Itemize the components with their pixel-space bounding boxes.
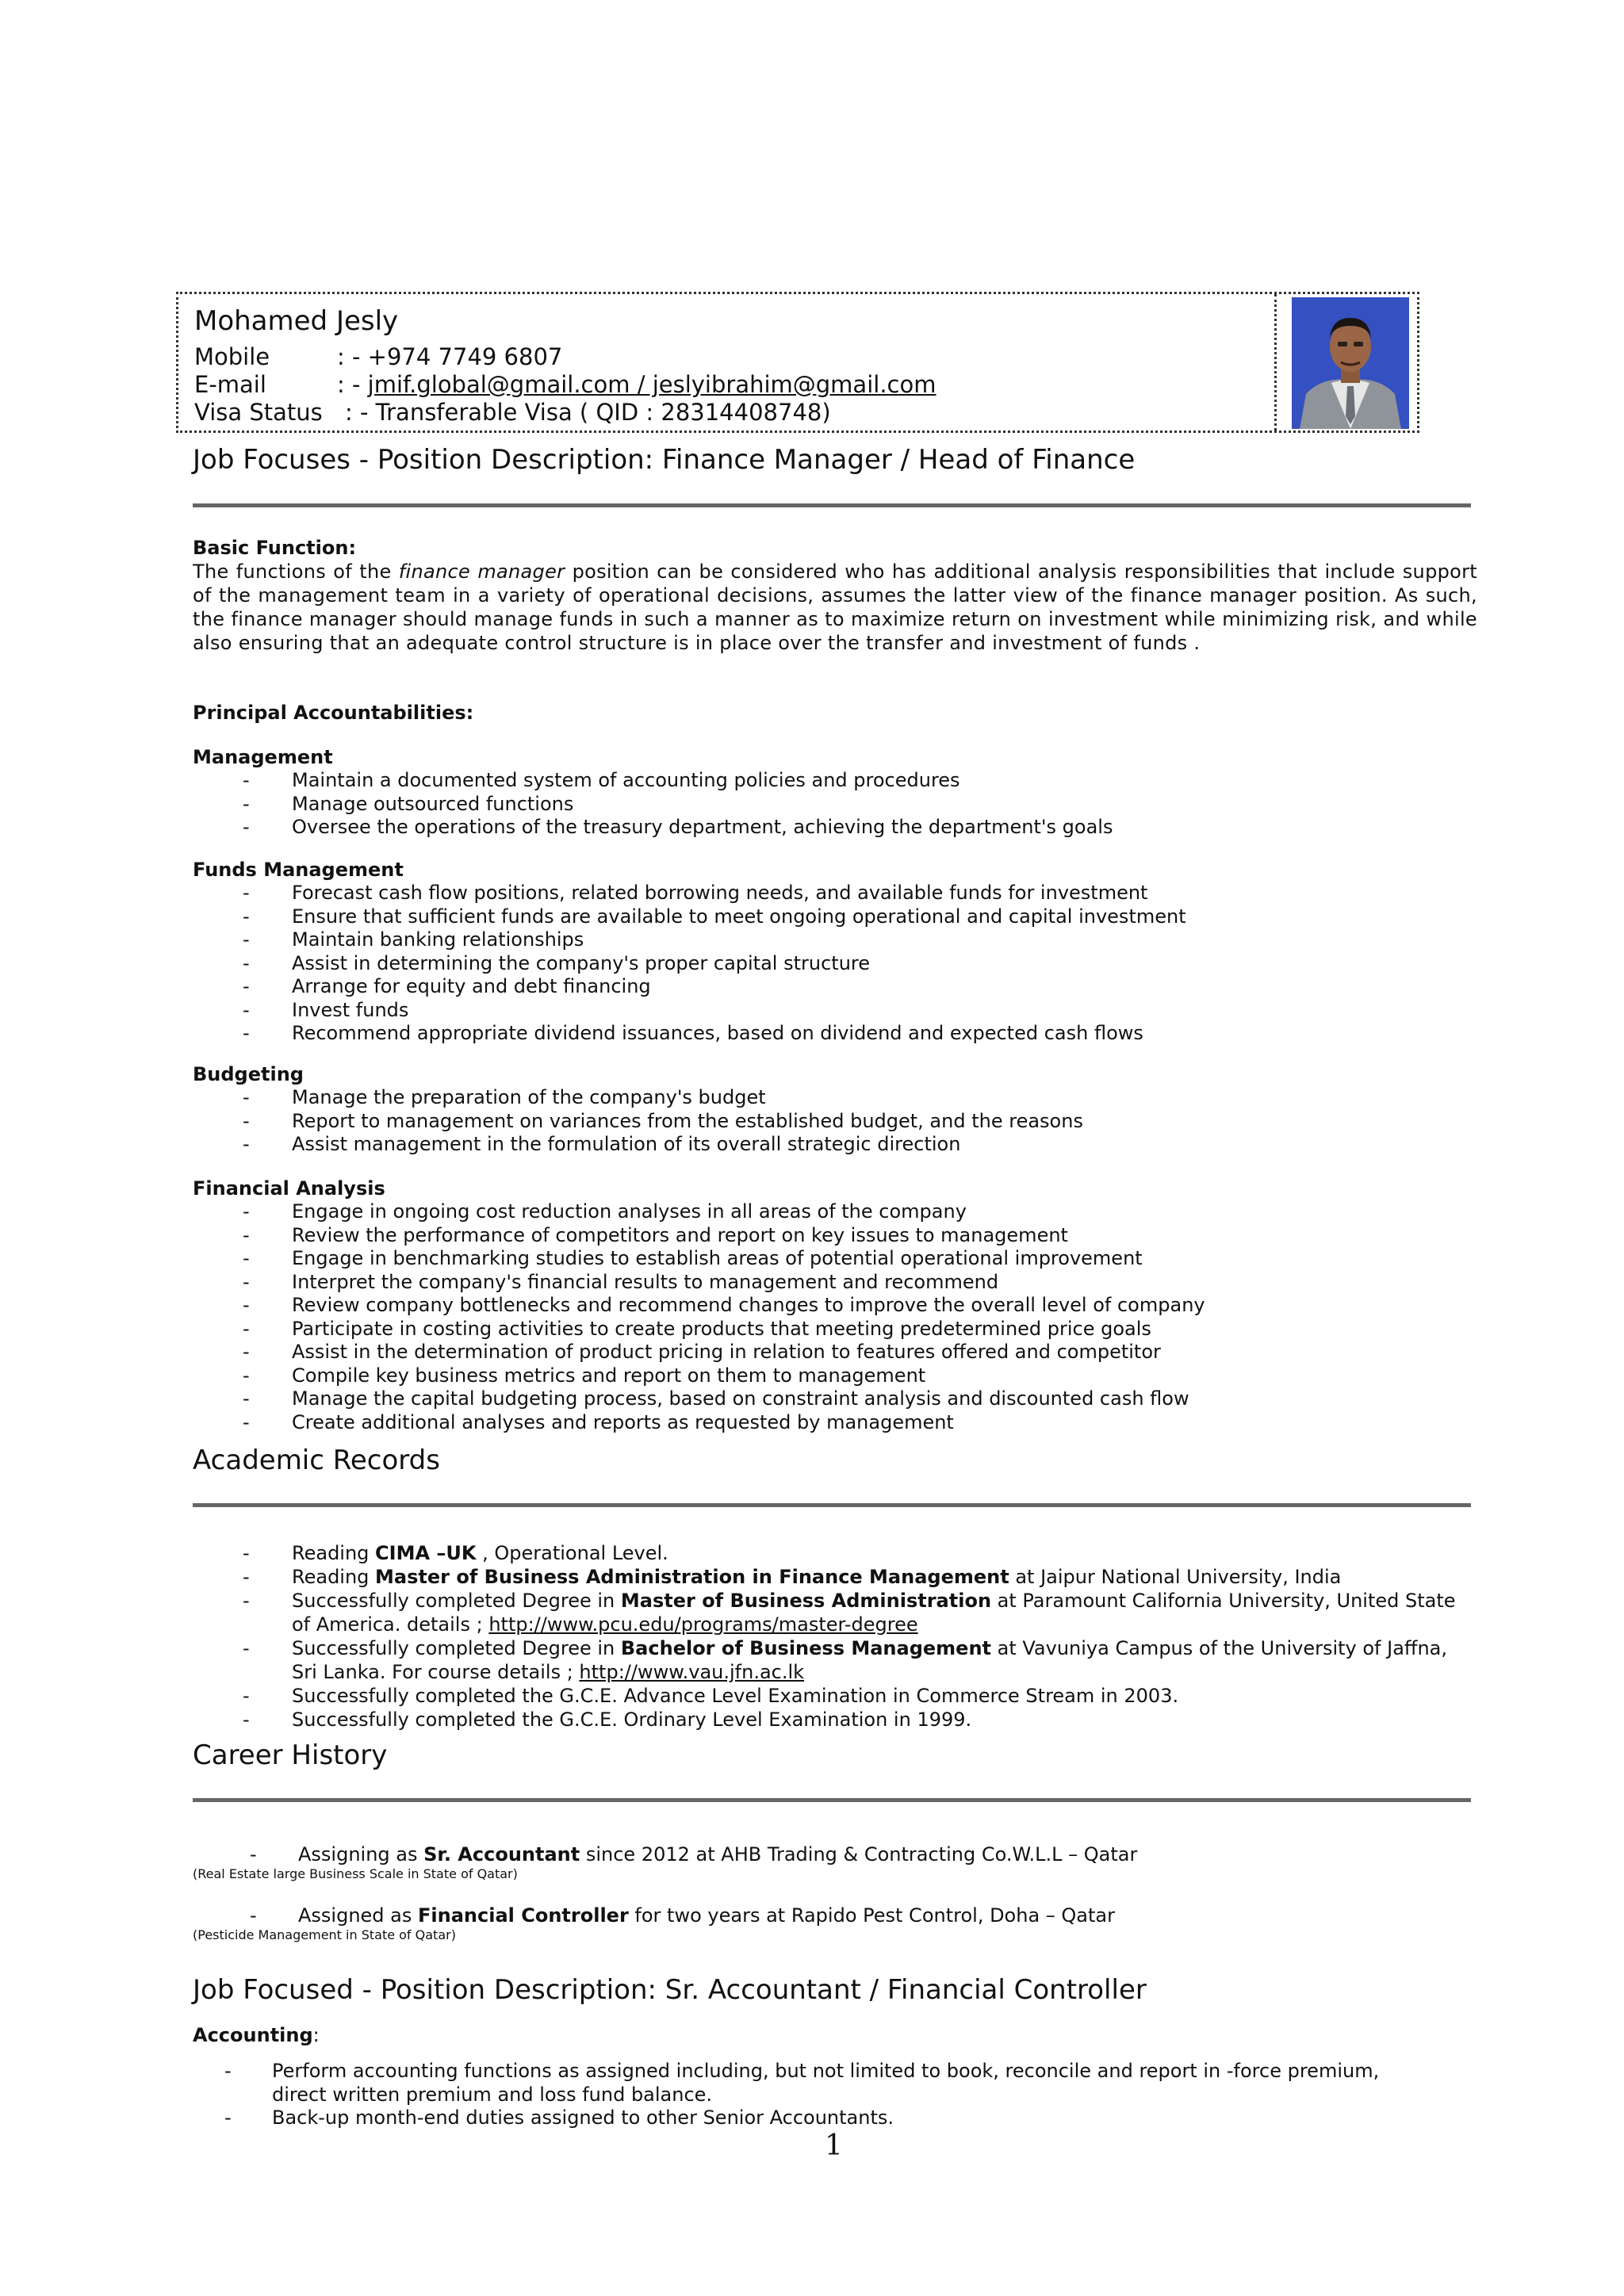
text: Reading	[292, 1542, 376, 1564]
mobile-label: Mobile	[194, 343, 270, 370]
dash: -	[243, 769, 250, 791]
career-section	[193, 1843, 1477, 1942]
dash: -	[250, 1904, 257, 1927]
list-item	[193, 928, 1477, 952]
list-item	[193, 1341, 1477, 1364]
list-item	[193, 1086, 1477, 1110]
management-list	[193, 769, 1477, 840]
accounting-list	[193, 2060, 1430, 2130]
dash: -	[243, 1294, 250, 1316]
job-focus-2-title: Job Focused - Position Description: Sr. Accountant / Financial Controller	[193, 1974, 1147, 2006]
list-item	[193, 1387, 1477, 1411]
email-label: E-mail	[194, 371, 266, 398]
accountabilities-heading: Principal Accountabilities:	[193, 702, 474, 724]
funds-heading: Funds Management	[193, 859, 404, 881]
career-list	[193, 1843, 1477, 1866]
dash: -	[243, 1022, 250, 1044]
list-item	[193, 1022, 1477, 1046]
list-item-text: Review the performance of competitors and report on key issues to management	[292, 1223, 1068, 1246]
dash: -	[243, 1086, 250, 1108]
list-item	[193, 1364, 1477, 1388]
dash: -	[243, 1410, 250, 1433]
list-item-text: Compile key business metrics and report on them to management	[292, 1364, 926, 1387]
dash: -	[243, 1133, 250, 1155]
dash: -	[243, 1223, 250, 1246]
list-item	[193, 882, 1477, 905]
contact-info	[194, 304, 1265, 427]
dash: -	[243, 1109, 250, 1132]
list-item	[193, 1565, 1477, 1589]
visa-line	[194, 399, 1265, 427]
list-item-text: Manage outsourced functions	[292, 792, 574, 815]
section-divider	[193, 503, 1471, 507]
dash: -	[243, 792, 250, 815]
dash: -	[243, 816, 250, 838]
list-item-text: Manage the capital budgeting process, based on constraint analysis and discounted cash flow	[292, 1387, 1189, 1410]
dash: -	[243, 1387, 250, 1410]
list-item-text: Recommend appropriate dividend issuances, based on dividend and expected cash flows	[292, 1022, 1143, 1044]
mobile-value: : - +974 7749 6807	[337, 343, 563, 370]
email-link[interactable]: jmif.global@gmail.com / jeslyibrahim@gmail.com	[367, 371, 936, 398]
dash: -	[243, 951, 250, 974]
list-item	[193, 1294, 1477, 1318]
list-item	[193, 975, 1477, 999]
list-item-text: Assist management in the formulation of its overall strategic direction	[292, 1133, 961, 1155]
text: , Operational Level.	[476, 1542, 668, 1564]
colon: :	[312, 2024, 320, 2046]
dash: -	[243, 1200, 250, 1223]
list-item-text: Maintain a documented system of accounting policies and procedures	[292, 769, 960, 791]
funds-management-section	[193, 858, 1477, 1046]
list-item	[193, 793, 1477, 817]
dash: -	[243, 1364, 250, 1387]
dash: -	[243, 975, 250, 997]
dash: -	[224, 2107, 232, 2129]
dash: -	[250, 1843, 257, 1866]
basic-function-text	[193, 560, 1477, 655]
text-bold: Master of Business Administration	[620, 1590, 992, 1612]
list-item	[193, 999, 1477, 1023]
dash: -	[243, 928, 250, 951]
list-item	[193, 1843, 1477, 1866]
analysis-heading: Financial Analysis	[193, 1177, 385, 1200]
list-item	[193, 769, 1477, 793]
budgeting-list	[193, 1086, 1477, 1157]
list-item	[193, 1133, 1477, 1157]
dash: -	[243, 998, 250, 1021]
text: at Paramount California University, United State of America. details ;	[292, 1590, 1456, 1636]
text: Assigning as	[298, 1843, 424, 1866]
list-item	[193, 1224, 1477, 1248]
list-item	[193, 1589, 1477, 1636]
text: at Jaipur National University, India	[1009, 1566, 1342, 1588]
list-item-text: Invest funds	[292, 998, 409, 1021]
dash: -	[243, 1542, 250, 1564]
dash: -	[243, 1709, 250, 1731]
visa-label: Visa Status	[194, 399, 323, 426]
accounting-heading-line	[193, 2023, 1477, 2047]
financial-analysis-section	[193, 1177, 1477, 1434]
page-number: 1	[825, 2130, 843, 2162]
dash: -	[243, 1341, 250, 1363]
text: Reading	[292, 1566, 376, 1588]
dash: -	[243, 882, 250, 904]
list-item-text: Back-up month-end duties assigned to other Senior Accountants.	[272, 2107, 894, 2129]
spacer	[193, 1881, 1477, 1904]
list-item	[193, 1541, 1477, 1565]
list-item	[193, 1636, 1477, 1684]
list-item	[193, 816, 1477, 840]
dash: -	[243, 1637, 250, 1659]
basic-function-section	[193, 536, 1477, 655]
basic-text-part: position can be considered who has additional analysis responsibilities that include support of the management team in a variety of operational decisions, assumes the latter view of the finance manager position. As such, the finance manager should manage funds in such a manner as to maximize return on investment while minimizing risk, and while also ensuring that an adequate control structure is in place over the transfer and investment of funds .	[193, 561, 1477, 654]
text: at Vavuniya Campus of the University of Jaffna, Sri Lanka. For course details ;	[292, 1637, 1447, 1683]
list-item	[193, 2060, 1430, 2107]
dash: -	[243, 1270, 250, 1293]
text: Successfully completed the G.C.E. Ordinary Level Examination in 1999.	[292, 1709, 972, 1731]
text-bold: Financial Controller	[418, 1904, 629, 1927]
dash: -	[224, 2060, 232, 2082]
email-line	[194, 371, 1265, 399]
list-item	[193, 1110, 1477, 1134]
list-item	[193, 952, 1477, 976]
contact-header	[176, 292, 1419, 433]
list-item-text: Create additional analyses and reports as requested by management	[292, 1410, 954, 1433]
text: Successfully completed the G.C.E. Advance Level Examination in Commerce Stream in 2003.	[292, 1685, 1179, 1707]
text: for two years at Rapido Pest Control, Doha – Qatar	[628, 1904, 1115, 1927]
candidate-name: Mohamed Jesly	[194, 305, 399, 337]
dash: -	[243, 1590, 250, 1612]
dash: -	[243, 1317, 250, 1340]
list-item	[193, 2107, 1430, 2130]
list-item	[193, 1318, 1477, 1341]
list-item-text: Engage in ongoing cost reduction analyses in all areas of the company	[292, 1200, 967, 1223]
list-item	[193, 1684, 1477, 1708]
list-item-text: Manage the preparation of the company's budget	[292, 1086, 766, 1108]
section-divider	[193, 1798, 1471, 1802]
budgeting-heading: Budgeting	[193, 1063, 304, 1085]
basic-function-heading: Basic Function:	[193, 537, 357, 559]
mobile-line	[194, 343, 1265, 371]
academic-section	[193, 1541, 1477, 1732]
basic-text-italic: finance manager	[398, 561, 565, 583]
list-item-text: Engage in benchmarking studies to establish areas of potential operational improvement	[292, 1247, 1143, 1269]
list-item	[193, 1411, 1477, 1435]
list-item-text: Perform accounting functions as assigned including, but not limited to book, reconcile and report in -force premium, direct written premium and loss fund balance.	[272, 2060, 1380, 2106]
text: Successfully completed Degree in	[292, 1637, 621, 1659]
pcu-link[interactable]: http://www.pcu.edu/programs/master-degree	[488, 1613, 918, 1636]
spacer	[193, 2047, 1477, 2060]
profile-photo	[1292, 297, 1409, 429]
list-item-text: Participate in costing activities to create products that meeting predetermined price goals	[292, 1317, 1151, 1340]
academic-list	[193, 1541, 1477, 1732]
list-item-text: Assist in the determination of product pricing in relation to features offered and competitor	[292, 1341, 1161, 1363]
list-item-text: Report to management on variances from the established budget, and the reasons	[292, 1109, 1083, 1132]
management-section	[193, 745, 1477, 840]
basic-text-part: The functions of the	[193, 561, 399, 583]
photo-divider	[1274, 294, 1277, 430]
accountabilities-heading-block	[193, 701, 1477, 725]
list-item	[193, 1708, 1477, 1732]
list-item-text: Interpret the company's financial results to management and recommend	[292, 1270, 999, 1293]
list-item-text: Oversee the operations of the treasury department, achieving the department's goals	[292, 816, 1113, 838]
career-list	[193, 1904, 1477, 1927]
management-heading: Management	[193, 746, 333, 768]
budgeting-section	[193, 1062, 1477, 1157]
job-description: (Real Estate large Business Scale in State of Qatar)	[193, 1866, 518, 1881]
portrait-illustration	[1292, 297, 1409, 429]
vau-link[interactable]: http://www.vau.jfn.ac.lk	[579, 1661, 805, 1683]
list-item-text: Maintain banking relationships	[292, 928, 584, 951]
text: Successfully completed Degree in	[292, 1590, 621, 1612]
list-item	[193, 905, 1477, 929]
list-item-text: Review company bottlenecks and recommend changes to improve the overall level of company	[292, 1294, 1205, 1316]
list-item-text: Assist in determining the company's proper capital structure	[292, 951, 871, 974]
text-bold: Sr. Accountant	[423, 1843, 580, 1866]
text-bold: CIMA –UK	[375, 1542, 477, 1564]
list-item-text: Ensure that sufficient funds are available to meet ongoing operational and capital investment	[292, 905, 1186, 928]
text-bold: Master of Business Administration in Finance Management	[375, 1566, 1009, 1588]
list-item-text: Arrange for equity and debt financing	[292, 975, 651, 997]
email-prefix: : -	[337, 371, 368, 398]
accounting-heading: Accounting	[193, 2024, 313, 2046]
job-description: (Pesticide Management in State of Qatar)	[193, 1927, 456, 1942]
list-item	[193, 1247, 1477, 1271]
text-bold: Bachelor of Business Management	[620, 1637, 991, 1659]
dash: -	[243, 905, 250, 928]
analysis-list	[193, 1200, 1477, 1434]
list-item	[193, 1271, 1477, 1295]
career-title: Career History	[193, 1739, 388, 1771]
academic-title: Academic Records	[193, 1445, 440, 1476]
job-focus-title: Job Focuses - Position Description: Finance Manager / Head of Finance	[193, 444, 1136, 476]
funds-list	[193, 882, 1477, 1046]
section-divider	[193, 1503, 1471, 1507]
list-item	[193, 1904, 1477, 1927]
list-item	[193, 1200, 1477, 1224]
text: since 2012 at AHB Trading & Contracting Co.W.L.L – Qatar	[580, 1843, 1138, 1866]
dash: -	[243, 1247, 250, 1269]
visa-value: : - Transferable Visa ( QID : 28314408748)	[345, 399, 831, 426]
dash: -	[243, 1566, 250, 1588]
list-item-text: Forecast cash flow positions, related borrowing needs, and available funds for investment	[292, 882, 1148, 904]
dash: -	[243, 1685, 250, 1707]
text: Assigned as	[298, 1904, 419, 1927]
accounting-section	[193, 2023, 1477, 2130]
